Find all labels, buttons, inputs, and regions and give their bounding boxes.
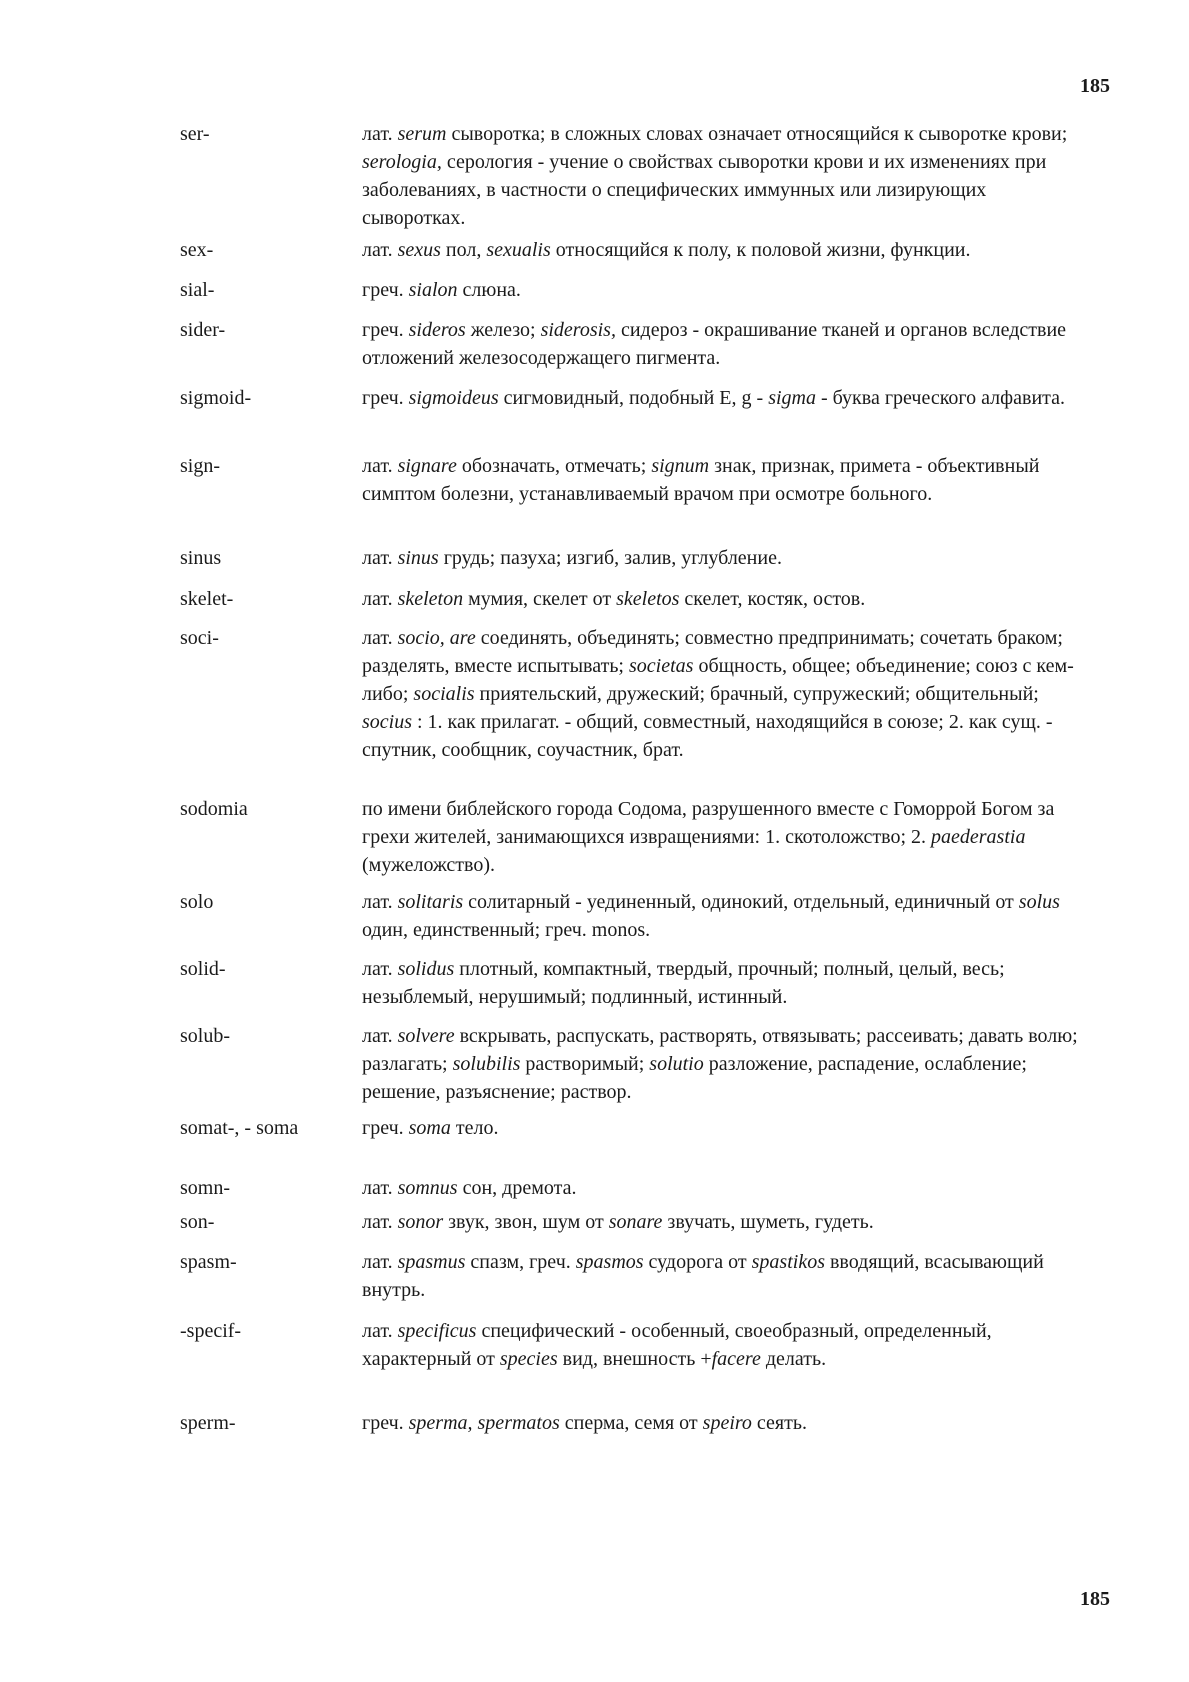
definition-text: лат.	[362, 588, 398, 610]
definition-italic-term: solutio	[649, 1053, 704, 1075]
definition-text: - буква греческого алфавита.	[815, 387, 1066, 409]
definition-text: плотный, компактный, твердый, прочный; полный, целый, весь; незыблемый, нерушимый; подлинный, истинный.	[362, 958, 1005, 1008]
definition-text: серология - учение о свойствах сыворотки крови и их изменениях при заболеваниях, в частности о специфических иммунных или лизирующих сыворотках.	[362, 151, 1047, 229]
definition-text: относящийся к полу, к половой жизни, функции.	[550, 239, 971, 261]
definition-text: греч.	[362, 279, 409, 301]
entry-definition	[362, 1317, 1092, 1373]
definition-text: лат.	[362, 958, 398, 980]
definition-text: лат.	[362, 239, 398, 261]
definition-italic-term: speiro	[702, 1412, 752, 1434]
definition-text: мумия, скелет от	[463, 588, 617, 610]
entry-term: sigmoid-	[180, 387, 252, 409]
entry-term: -specif-	[180, 1320, 242, 1342]
entry-definition	[362, 1114, 1092, 1142]
entry-definition	[362, 276, 1092, 304]
entry-definition	[362, 452, 1092, 508]
definition-italic-term: spasmos	[575, 1251, 644, 1273]
definition-italic-term: signare	[397, 455, 457, 477]
entry-definition	[362, 1022, 1092, 1106]
entry-term: sodomia	[180, 798, 248, 820]
definition-text: вскрывать, распускать, растворять, отвязывать; рассеивать; давать волю; разлагать;	[362, 1025, 1078, 1075]
definition-text: сперма, семя от	[559, 1412, 703, 1434]
definition-italic-term: sigma	[768, 387, 816, 409]
entry-term: solo	[180, 891, 214, 913]
definition-italic-term: somnus	[397, 1177, 458, 1199]
definition-italic-term: solitaris	[397, 891, 464, 913]
definition-text: вид, внешность +	[557, 1348, 712, 1370]
definition-text: сидероз - окрашивание тканей и органов вследствие отложений железосодержащего пигмента.	[362, 319, 1067, 369]
definition-text: лат.	[362, 547, 398, 569]
entry-term: solid-	[180, 958, 226, 980]
definition-text: звук, звон, шум от	[443, 1211, 609, 1233]
definition-text: по имени библейского города Содома, разрушенного вместе с Гоморрой Богом за грехи жителей, занимающихся извращениями: 1. скотоложство; 2.	[362, 798, 1055, 848]
definition-text: судорога от	[643, 1251, 752, 1273]
definition-italic-term: spasmus	[397, 1251, 466, 1273]
definition-text: лат.	[362, 1251, 398, 1273]
entry-definition	[362, 888, 1092, 944]
definition-italic-term: sinus	[397, 547, 439, 569]
definition-italic-term: solubilis	[452, 1053, 521, 1075]
definition-text: сеять.	[751, 1412, 807, 1434]
definition-text: пол,	[440, 239, 487, 261]
definition-text: греч.	[362, 319, 409, 341]
entry-definition	[362, 1174, 1092, 1202]
entry-definition	[362, 384, 1092, 412]
definition-text: греч.	[362, 387, 409, 409]
definition-text: лат.	[362, 1320, 398, 1342]
entry-definition	[362, 236, 1092, 264]
definition-text: слюна.	[457, 279, 521, 301]
entry-term: sinus	[180, 547, 222, 569]
definition-italic-term: species	[499, 1348, 558, 1370]
definition-text: спазм, греч.	[465, 1251, 576, 1273]
definition-text: лат.	[362, 455, 398, 477]
definition-text: делать.	[760, 1348, 827, 1370]
definition-text: тело.	[450, 1117, 499, 1139]
definition-italic-term: specificus	[397, 1320, 477, 1342]
entry-definition	[362, 120, 1092, 232]
entry-term: skelet-	[180, 588, 234, 610]
definition-italic-term: sialon	[408, 279, 458, 301]
definition-text: лат.	[362, 1211, 398, 1233]
definition-italic-term: sexualis	[486, 239, 551, 261]
entry-definition	[362, 1208, 1092, 1236]
definition-text: железо;	[465, 319, 541, 341]
entry-definition	[362, 1248, 1092, 1304]
definition-italic-term: sperma, spermatos	[408, 1412, 560, 1434]
definition-text: лат.	[362, 891, 398, 913]
definition-italic-term: solus	[1018, 891, 1060, 913]
definition-italic-term: skeleton	[397, 588, 464, 610]
entry-definition	[362, 955, 1092, 1011]
definition-text: соединять, объединять; совместно предпринимать; сочетать браком; разделять, вместе испытывать;	[362, 627, 1063, 677]
definition-text: приятельский, дружеский; брачный, супружеский; общительный;	[474, 683, 1039, 705]
definition-italic-term: sonor	[397, 1211, 444, 1233]
definition-text: (мужеложство).	[362, 854, 496, 876]
page-number-top: 185	[1080, 75, 1110, 97]
definition-italic-term: sideros	[408, 319, 466, 341]
definition-italic-term: serologia,	[362, 151, 442, 173]
definition-text: сыворотка; в сложных словах означает относящийся к сыворотке крови;	[446, 123, 1068, 145]
definition-text: скелет, костяк, остов.	[679, 588, 866, 610]
entry-term: sider-	[180, 319, 226, 341]
entry-term: sex-	[180, 239, 214, 261]
definition-text: солитарный - уединенный, одинокий, отдельный, единичный от	[463, 891, 1019, 913]
definition-text: один, единственный; греч. monos.	[362, 919, 651, 941]
entry-definition	[362, 316, 1092, 372]
entry-term: spasm-	[180, 1251, 237, 1273]
definition-text: знак, признак, примета - объективный симптом болезни, устанавливаемый врачом при осмотре больного.	[362, 455, 1040, 505]
definition-italic-term: spastikos	[751, 1251, 825, 1273]
page-number-bottom: 185	[1080, 1588, 1110, 1610]
entry-term: somat-, - soma	[180, 1117, 299, 1139]
definition-italic-term: siderosis,	[540, 319, 616, 341]
definition-italic-term: solidus	[397, 958, 455, 980]
definition-text: специфический - особенный, своеобразный, определенный, характерный от	[362, 1320, 992, 1370]
definition-italic-term: sexus	[397, 239, 441, 261]
entry-term: soci-	[180, 627, 219, 649]
definition-text: общность, общее; объединение; союз с кем-либо;	[362, 655, 1074, 705]
entry-term: somn-	[180, 1177, 230, 1199]
definition-text: растворимый;	[520, 1053, 650, 1075]
definition-italic-term: socio, are	[397, 627, 476, 649]
entry-definition	[362, 1409, 1092, 1437]
entry-definition	[362, 624, 1092, 764]
entry-term: solub-	[180, 1025, 230, 1047]
definition-text: лат.	[362, 1025, 398, 1047]
definition-italic-term: sigmoideus	[408, 387, 499, 409]
entry-term: sial-	[180, 279, 215, 301]
entry-definition	[362, 585, 1092, 613]
definition-italic-term: societas	[629, 655, 694, 677]
definition-italic-term: paederastia	[931, 826, 1026, 848]
definition-italic-term: facere	[711, 1348, 761, 1370]
entry-definition	[362, 795, 1092, 879]
definition-text: разложение, распадение, ослабление; решение, разъяснение; раствор.	[362, 1053, 1027, 1103]
definition-text: греч.	[362, 1117, 409, 1139]
definition-text: лат.	[362, 627, 398, 649]
definition-text: обозначать, отмечать;	[456, 455, 652, 477]
definition-italic-term: soma	[408, 1117, 451, 1139]
definition-italic-term: socialis	[413, 683, 475, 705]
definition-italic-term: solvere	[397, 1025, 455, 1047]
entry-term: son-	[180, 1211, 215, 1233]
definition-italic-term: signum	[651, 455, 710, 477]
definition-italic-term: socius	[362, 711, 412, 733]
definition-italic-term: sonare	[608, 1211, 663, 1233]
entry-term: ser-	[180, 123, 210, 145]
definition-text: сон, дремота.	[457, 1177, 577, 1199]
definition-italic-term: serum	[397, 123, 447, 145]
definition-italic-term: skeletos	[616, 588, 680, 610]
definition-text: грудь; пазуха; изгиб, залив, углубление.	[438, 547, 782, 569]
entry-term: sign-	[180, 455, 220, 477]
definition-text: греч.	[362, 1412, 409, 1434]
entry-definition	[362, 544, 1092, 572]
definition-text: : 1. как прилагат. - общий, совместный, находящийся в союзе; 2. как сущ. - спутник, сообщник, соучастник, брат.	[362, 711, 1053, 761]
definition-text: вводящий, всасывающий внутрь.	[362, 1251, 1044, 1301]
definition-text: сигмовидный, подобный E, g -	[498, 387, 769, 409]
definition-text: звучать, шуметь, гудеть.	[662, 1211, 874, 1233]
definition-text: лат.	[362, 1177, 398, 1199]
entry-term: sperm-	[180, 1412, 236, 1434]
definition-text: лат.	[362, 123, 398, 145]
